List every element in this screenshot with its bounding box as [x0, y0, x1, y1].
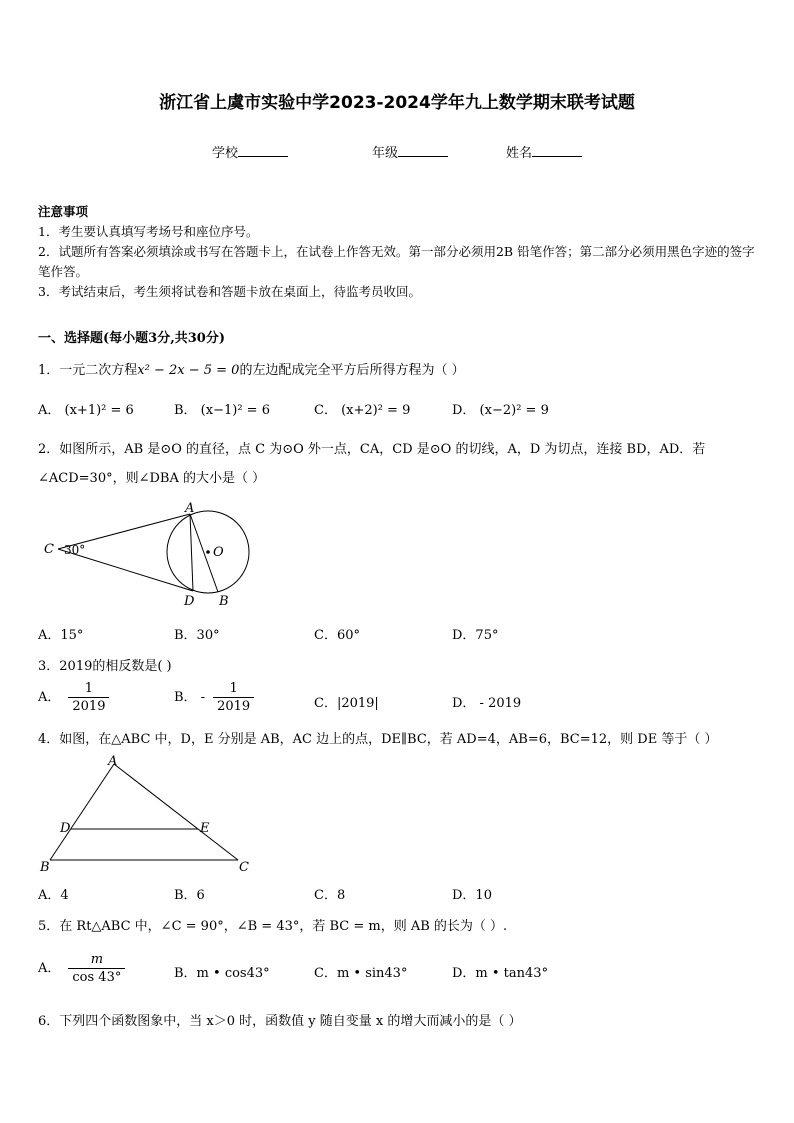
q2-option-c: C．60° [314, 628, 360, 643]
q1-option-b: B． (x−1)² = 6 [174, 403, 270, 418]
q3-option-d: D． - 2019 [452, 696, 522, 711]
notes-item: 2．试题所有答案必须填涂或书写在答题卡上，在试卷上作答无效。第一部分必须用2B 铅笔作答；第二部分必须用黑色字迹的签字笔作答。 [38, 244, 755, 279]
center-point [206, 550, 210, 554]
q3-b-prefix: B． - [174, 690, 206, 705]
q5-option-d: D．m • tan43° [452, 966, 549, 981]
q5-a-num: m [90, 952, 104, 967]
notes-item: 3．考试结束后，考生须将试卷和答题卡放在桌面上，待监考员收回。 [38, 284, 421, 299]
q5-a-prefix: A． [38, 961, 61, 976]
question-4: 4．如图，在△ABC 中，D，E 分别是 AB，AC 边上的点，DE∥BC，若 AD=4，AB=6，BC=12，则 DE 等于（ ） [38, 732, 718, 747]
q4-option-a: A．4 [38, 888, 69, 903]
q3-option-a [38, 680, 109, 715]
label-a: A [185, 501, 195, 516]
label-a: A [108, 754, 118, 769]
segment-ad [190, 514, 193, 591]
q2-circle-figure [38, 498, 253, 613]
q3-a-prefix: A． [38, 690, 61, 705]
name-label: 姓名 [506, 146, 533, 161]
q5-a-den: cos 43° [68, 968, 125, 986]
label-o: O [213, 545, 224, 560]
q1-option-c: C． (x+2)² = 9 [314, 403, 411, 418]
q5-a-fraction [68, 951, 125, 986]
q5-option-b: B．m • cos43° [174, 966, 270, 981]
side-ab [50, 764, 114, 860]
notes-heading: 注意事项 [38, 204, 89, 219]
q3-a-num: 1 [84, 681, 94, 696]
q5-option-c: C．m • sin43° [314, 966, 408, 981]
q4-option-c: C．8 [314, 888, 346, 903]
q1-option-d: D． (x−2)² = 9 [452, 403, 549, 418]
q3-option-b [174, 680, 254, 715]
q2-option-a: A．15° [38, 628, 84, 643]
question-3: 3．2019的相反数是( ) [38, 659, 172, 674]
question-1 [38, 359, 465, 378]
page-title: 浙江省上虞市实验中学2023-2024学年九上数学期末联考试题 [159, 93, 635, 113]
q1-pre: 1．一元二次方程 [38, 363, 138, 378]
question-2-line2: ∠ACD=30°，则∠DBA 的大小是（ ） [38, 471, 266, 486]
section-heading: 一、选择题(每小题3分,共30分) [38, 331, 225, 346]
q3-b-den: 2019 [213, 697, 254, 715]
q3-option-c: C．|2019| [314, 696, 379, 711]
notes-block [38, 202, 760, 302]
school-blank [238, 144, 288, 157]
q3-a-den: 2019 [68, 697, 109, 715]
grade-field [372, 142, 448, 161]
school-label: 学校 [212, 146, 239, 161]
label-d: D [184, 594, 195, 609]
q3-a-fraction [68, 680, 109, 715]
q3-b-num: 1 [229, 681, 238, 696]
label-e: E [200, 821, 210, 836]
label-c: C [239, 860, 249, 875]
grade-label: 年级 [372, 146, 399, 161]
name-field [506, 142, 582, 161]
question-5: 5．在 Rt△ABC 中，∠C = 90°，∠B = 43°，若 BC = m，则 AB 的长为（ ）. [38, 919, 508, 934]
q4-option-b: B．6 [174, 888, 205, 903]
q2-option-d: D．75° [452, 628, 499, 643]
grade-blank [398, 144, 448, 157]
q1-option-a: A． (x+1)² = 6 [38, 403, 134, 418]
label-d: D [60, 821, 71, 836]
angle-label: 30° [64, 543, 86, 557]
q2-option-b: B．30° [174, 628, 220, 643]
notes-item: 1．考生要认真填写考场号和座位序号。 [38, 224, 259, 239]
q4-triangle-figure [38, 754, 258, 876]
school-field [212, 142, 288, 161]
q5-option-a [38, 951, 125, 986]
label-b: B [219, 594, 229, 609]
q1-equation: x² − 2x − 5 = 0 [137, 363, 240, 378]
side-ac [114, 764, 238, 860]
label-b: B [40, 860, 50, 875]
name-blank [532, 144, 582, 157]
question-6: 6．下列四个函数图象中，当 x＞0 时，函数值 y 随自变量 x 的增大而减小的是（ ） [38, 1014, 522, 1029]
label-c: C [44, 542, 54, 557]
q4-option-d: D．10 [452, 888, 492, 903]
q1-post: 的左边配成完全平方后所得方程为（ ） [239, 363, 465, 378]
q3-b-fraction [213, 680, 254, 715]
question-2-line1: 2．如图所示，AB 是⊙O 的直径，点 C 为⊙O 外一点，CA，CD 是⊙O 的切线，A，D 为切点，连接 BD，AD．若 [38, 442, 706, 457]
